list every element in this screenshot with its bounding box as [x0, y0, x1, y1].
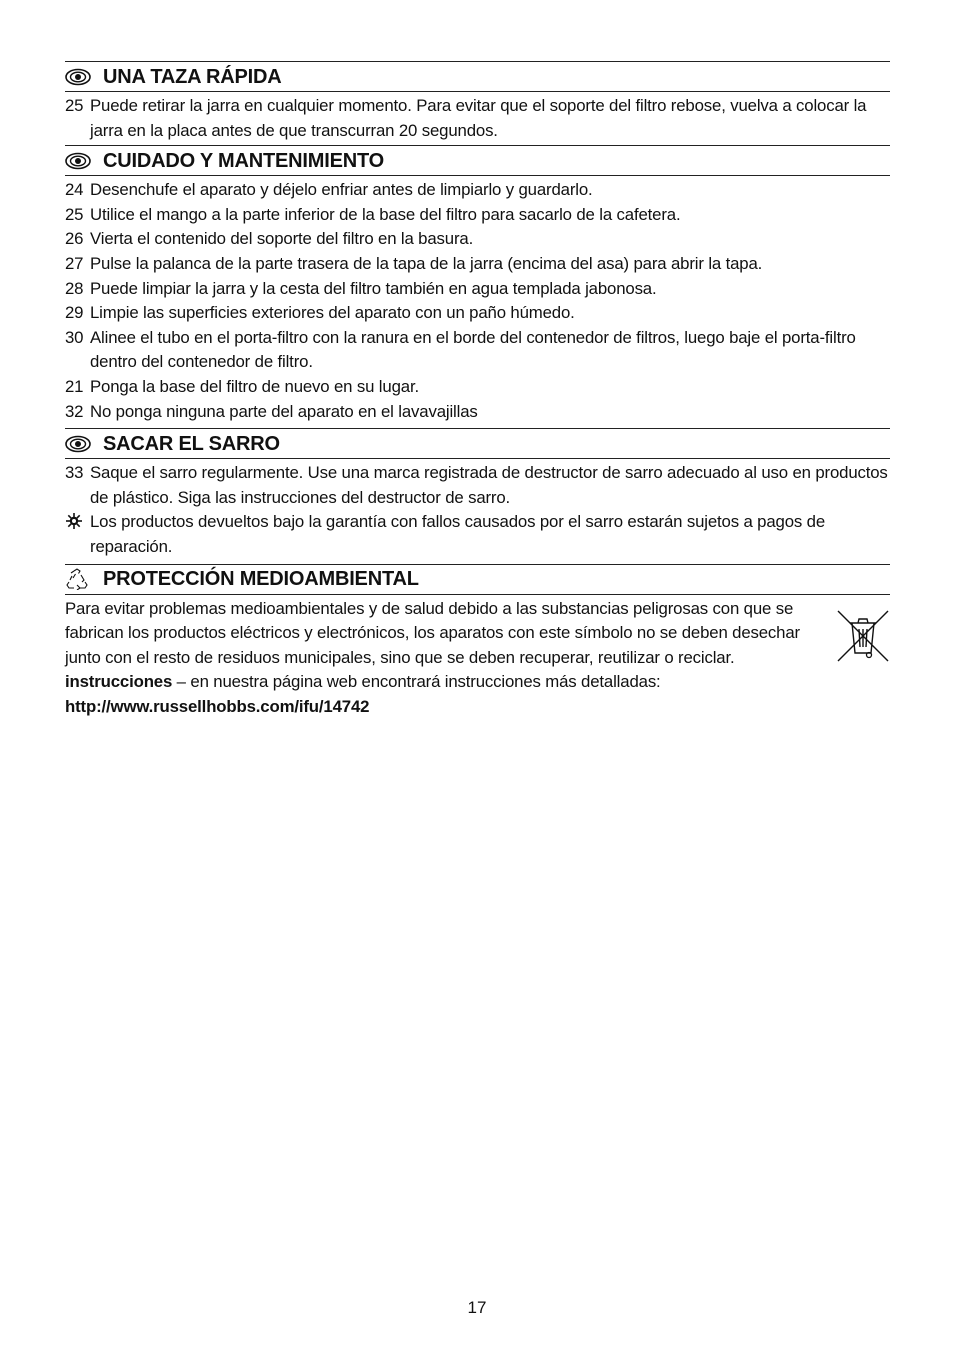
item-number: 26 [65, 229, 84, 249]
list-item [65, 203, 890, 228]
instructions-label: instrucciones [65, 672, 173, 692]
instructions-line [65, 670, 890, 695]
eye-icon [65, 434, 91, 454]
item-number: 28 [65, 278, 84, 298]
item-number: 33 [65, 463, 84, 483]
sun-warning-icon [65, 510, 90, 559]
list-item [65, 326, 890, 375]
list-item [65, 94, 890, 143]
eye-icon [65, 67, 91, 87]
item-text: Puede limpiar la jarra y la cesta del filtro también en agua templada jabonosa. [90, 278, 657, 298]
item-number: 25 [65, 96, 84, 115]
list-item [65, 178, 890, 203]
section-header-descale [65, 428, 890, 459]
section-title: SACAR EL SARRO [103, 432, 280, 455]
list-item [65, 301, 890, 326]
instructions-text: – en nuestra página web encontrará instrucciones más detalladas: [172, 672, 661, 692]
list-item [65, 227, 890, 252]
section-header-environment [65, 564, 890, 595]
item-number: 24 [65, 180, 84, 200]
list-item [65, 277, 890, 302]
crossed-bin-icon [836, 607, 890, 665]
item-number: 21 [65, 376, 84, 396]
item-number: 27 [65, 253, 84, 273]
list-item [65, 252, 890, 277]
item-number: 32 [65, 401, 84, 421]
section-title: UNA TAZA RÁPIDA [103, 65, 282, 88]
eye-icon [65, 151, 91, 171]
warning-item [65, 510, 890, 559]
section-header-care [65, 145, 890, 176]
item-text: No ponga ninguna parte del aparato en el lavavajillas [90, 401, 478, 421]
section-body [65, 595, 890, 720]
warning-text: Los productos devueltos bajo la garantía con fallos causados por el sarro estarán sujetos a pagos de reparación. [90, 512, 826, 556]
instructions-url[interactable]: http://www.russellhobbs.com/ifu/14742 [65, 696, 370, 716]
section-title: PROTECCIÓN MEDIOAMBIENTAL [103, 568, 419, 590]
list-item [65, 375, 890, 400]
item-number: 25 [65, 204, 84, 224]
item-text: Limpie las superficies exteriores del aparato con un paño húmedo. [90, 303, 575, 323]
item-number: 29 [65, 303, 84, 323]
section-body [65, 92, 890, 143]
item-number: 30 [65, 327, 84, 347]
page-number: 17 [467, 1298, 487, 1317]
item-text: Pulse la palanca de la parte trasera de la tapa de la jarra (encima del asa) para abrir la tapa. [90, 253, 763, 273]
item-text: Saque el sarro regularmente. Use una marca registrada de destructor de sarro adecuado al uso en productos de plástico. Siga las instrucciones del destructor de sarro. [90, 463, 888, 507]
list-item [65, 461, 890, 510]
item-text: Ponga la base del filtro de nuevo en su lugar. [90, 376, 419, 396]
item-text: Alinee el tubo en el porta-filtro con la ranura en el borde del contenedor de filtros, luego baje el porta-filtro dentro del contenedor de filtro. [90, 327, 856, 372]
section-title: CUIDADO Y MANTENIMIENTO [103, 149, 384, 172]
list-item [65, 400, 890, 425]
item-text: Puede retirar la jarra en cualquier momento. Para evitar que el soporte del filtro rebose, vuelva a colocar la jarra en la placa antes de que transcurran 20 segundos. [90, 96, 867, 140]
section-header-quick-cup [65, 61, 890, 92]
item-text: Desenchufe el aparato y déjelo enfriar antes de limpiarlo y guardarlo. [90, 180, 593, 200]
environment-paragraph: Para evitar problemas medioambientales y de salud debido a las substancias peligrosas con que se fabrican los productos eléctricos y electrónicos, los aparatos con este símbolo no se deben desechar junto con el resto de residuos municipales, sino que se deben recuperar, reutilizar o reciclar. [65, 598, 800, 667]
item-text: Utilice el mango a la parte inferior de la base del filtro para sacarlo de la cafetera. [90, 204, 681, 224]
section-body [65, 176, 890, 424]
recycle-icon [65, 569, 91, 589]
item-text: Vierta el contenido del soporte del filtro en la basura. [90, 229, 474, 249]
document-page [65, 61, 890, 719]
section-body [65, 459, 890, 559]
